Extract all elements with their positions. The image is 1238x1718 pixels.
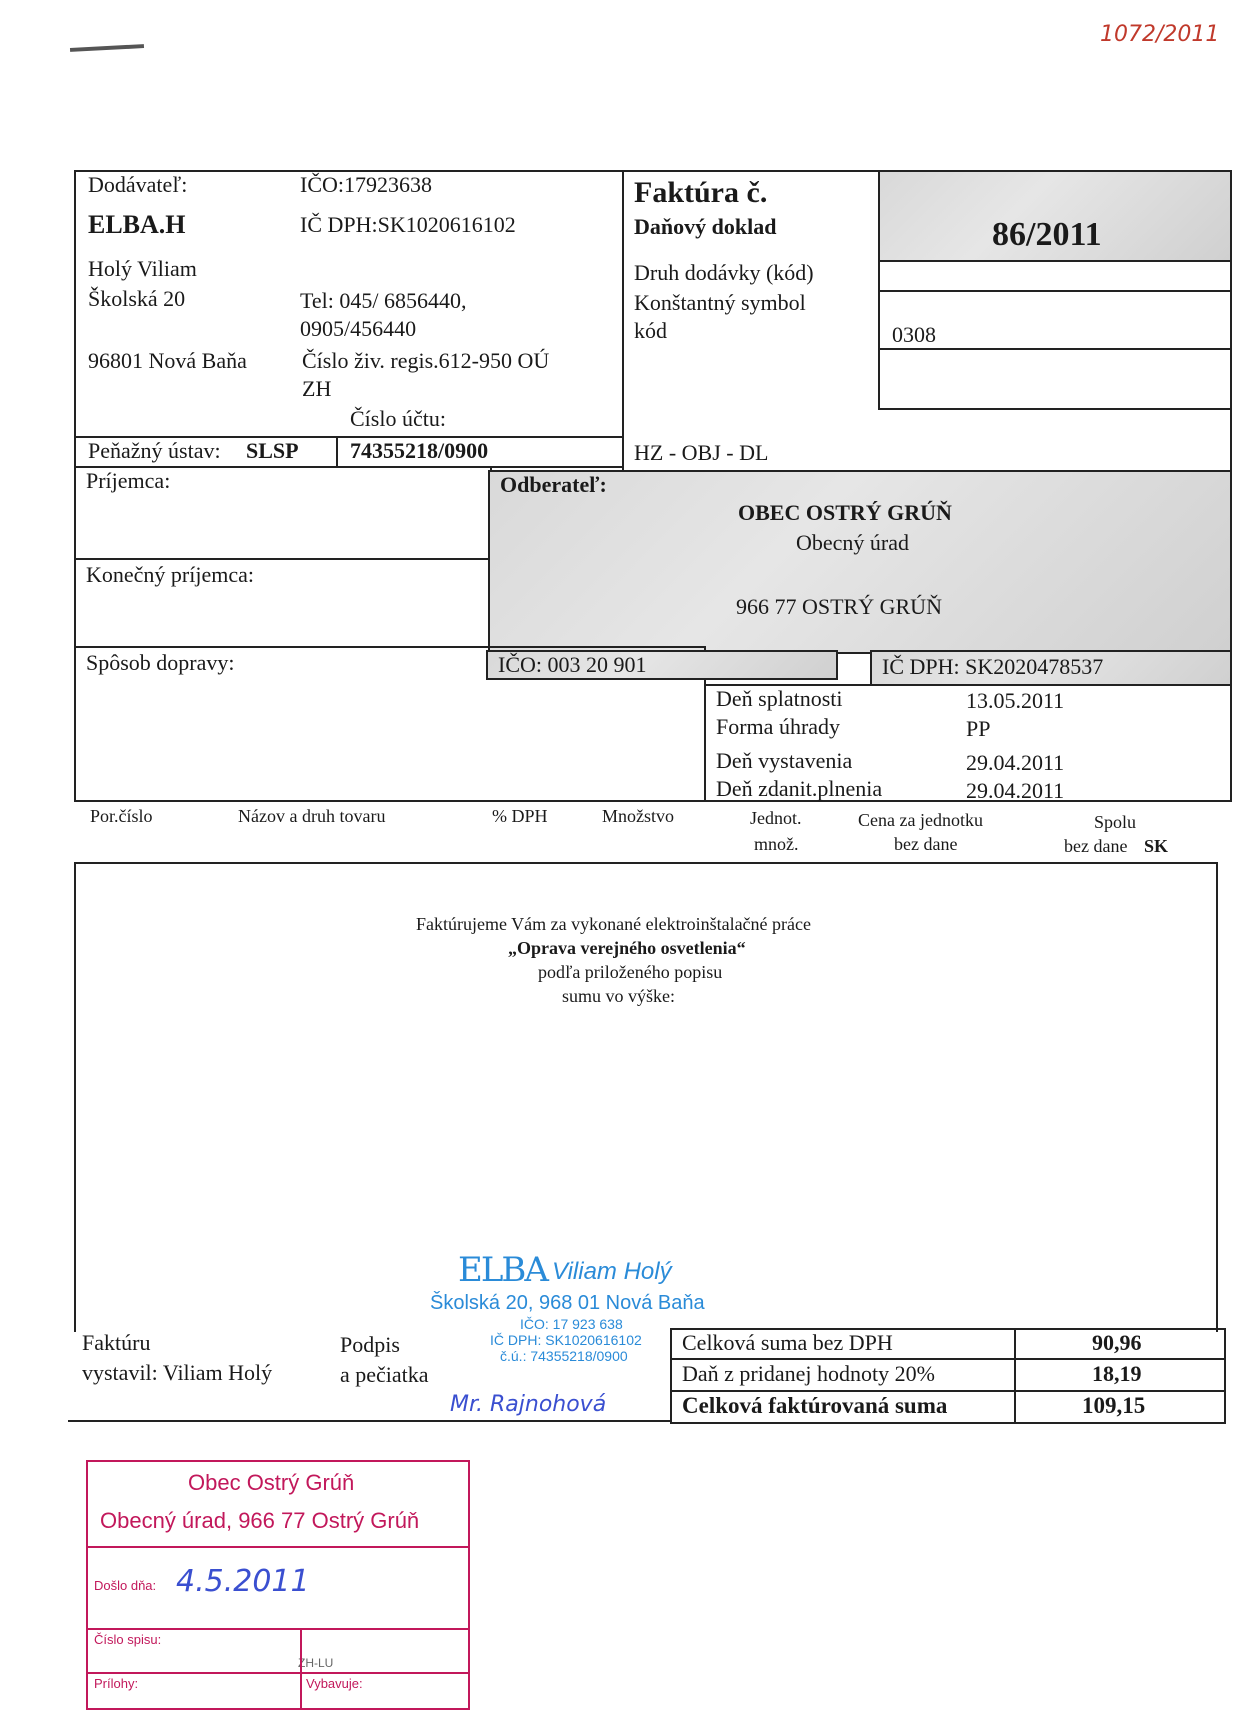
registration-mark: 1072/2011 — [1100, 22, 1220, 47]
bank-divider — [336, 436, 338, 468]
totals-row-line-2 — [670, 1390, 1226, 1392]
total-value-1: 18,19 — [1092, 1361, 1142, 1386]
customer-office: Obecný úrad — [796, 530, 910, 555]
handles-label: Vybavuje: — [306, 1676, 363, 1691]
body-line-3: podľa priloženého popisu — [538, 962, 723, 982]
receipt-divider-3 — [88, 1672, 468, 1674]
totals-divider — [1014, 1328, 1016, 1424]
footer-line — [68, 1420, 672, 1422]
invoice-title: Faktúra č. — [634, 176, 768, 209]
customer-name: OBEC OSTRÝ GRÚŇ — [738, 500, 952, 525]
body-line-4: sumu vo výške: — [562, 986, 676, 1006]
const-symbol-label: Konštantný symbol — [634, 290, 806, 315]
date-label-2: Deň vystavenia — [716, 748, 853, 773]
receipt-line-1: Obec Ostrý Grúň — [188, 1470, 355, 1495]
supplier-owner: Holý Viliam — [88, 256, 197, 281]
totals-row-line-1 — [670, 1358, 1226, 1360]
supplier-street: Školská 20 — [88, 286, 186, 311]
col-spolu: Spolu — [1094, 812, 1137, 832]
bank-name: SLSP — [246, 438, 299, 463]
code-value: 0308 — [892, 322, 936, 347]
customer-address: 966 77 OSTRÝ GRÚŇ — [736, 594, 942, 619]
code-box — [878, 348, 1232, 410]
receipt-line-2: Obecný úrad, 966 77 Ostrý Grúň — [100, 1508, 420, 1533]
col-mnoz: množ. — [754, 834, 799, 854]
received-label: Došlo dňa: — [94, 1578, 157, 1593]
stamp-icdph: IČ DPH: SK1020616102 — [490, 1332, 642, 1348]
supplier-ico: IČO:17923638 — [300, 172, 432, 197]
supplier-tel2: 0905/456440 — [300, 316, 417, 341]
account-number: 74355218/0900 — [350, 438, 489, 463]
total-value-0: 90,96 — [1092, 1330, 1142, 1355]
total-label-1: Daň z pridanej hodnoty 20% — [682, 1361, 935, 1386]
supplier-reg1: Číslo živ. regis.612-950 OÚ — [302, 348, 550, 373]
receipt-vdivider — [300, 1628, 302, 1708]
delivery-type-label: Druh dodávky (kód) — [634, 260, 814, 285]
stamp-name: Viliam Holý — [552, 1258, 672, 1285]
file-label: Číslo spisu: — [94, 1632, 162, 1647]
body-line-1: Faktúrujeme Vám za vykonané elektroinštalačné práce — [416, 914, 811, 934]
total-label-2: Celková faktúrovaná suma — [682, 1393, 948, 1418]
customer-icdph: IČ DPH: SK2020478537 — [882, 654, 1104, 679]
total-label-0: Celková suma bez DPH — [682, 1330, 893, 1355]
account-label: Číslo účtu: — [350, 406, 446, 431]
customer-label: Odberateľ: — [500, 472, 607, 497]
date-value-1: PP — [966, 716, 991, 741]
date-value-0: 13.05.2011 — [966, 688, 1065, 713]
invoice-number: 86/2011 — [992, 216, 1102, 253]
supplier-icdph: IČ DPH:SK1020616102 — [300, 212, 516, 237]
receipt-divider-2 — [88, 1628, 468, 1630]
stamp-cu: č.ú.: 74355218/0900 — [500, 1348, 628, 1364]
punch-mark — [70, 44, 144, 52]
sign-label-1: Podpis — [340, 1332, 400, 1357]
sign-label-2: a pečiatka — [340, 1362, 429, 1387]
invoice-ref: HZ - OBJ - DL — [634, 440, 769, 465]
receipt-stamp — [86, 1460, 470, 1710]
date-value-3: 29.04.2011 — [966, 778, 1065, 803]
code-label: kód — [634, 318, 667, 343]
col-spolu-bez-dane: bez dane — [1064, 836, 1128, 856]
delivery-code-box — [878, 260, 1232, 292]
col-jednot: Jednot. — [750, 808, 802, 828]
supplier-tel1: Tel: 045/ 6856440, — [300, 288, 467, 313]
final-recipient-label: Konečný príjemca: — [86, 562, 254, 587]
supplier-reg2: ZH — [302, 376, 332, 401]
date-label-1: Forma úhrady — [716, 714, 841, 739]
supplier-name: ELBA.H — [88, 210, 186, 239]
col-cena: Cena za jednotku — [858, 810, 983, 830]
customer-ico: IČO: 003 20 901 — [498, 652, 647, 677]
date-label-0: Deň splatnosti — [716, 686, 843, 711]
col-por-cislo: Por.číslo — [90, 806, 153, 826]
bank-label: Peňažný ústav: — [88, 438, 221, 463]
body-line-2: „Oprava verejného osvetlenia“ — [508, 938, 746, 958]
signature: Mr. Rajnohová — [450, 1392, 607, 1417]
transport-label: Spôsob dopravy: — [86, 650, 235, 675]
date-value-2: 29.04.2011 — [966, 750, 1065, 775]
recipient-label: Príjemca: — [86, 468, 171, 493]
issued-label-1: Faktúru — [82, 1330, 151, 1355]
col-bez-dane: bez dane — [894, 834, 958, 854]
invoice-subtitle: Daňový doklad — [634, 214, 777, 239]
attach-label: Prílohy: — [94, 1676, 139, 1691]
receipt-note: ZH-LU — [298, 1656, 334, 1670]
supplier-label: Dodávateľ: — [88, 172, 188, 197]
received-value: 4.5.2011 — [176, 1564, 310, 1599]
col-nazov: Názov a druh tovaru — [238, 806, 386, 826]
issued-label-2: vystavil: Viliam Holý — [82, 1360, 273, 1385]
receipt-divider-1 — [88, 1546, 468, 1548]
col-mnozstvo: Množstvo — [602, 806, 674, 826]
col-sk: SK — [1144, 836, 1169, 856]
col-dph: % DPH — [492, 806, 548, 826]
elba-logo: ELBA — [458, 1250, 547, 1290]
total-value-2: 109,15 — [1082, 1393, 1146, 1418]
stamp-ico: IČO: 17 923 638 — [520, 1316, 623, 1332]
supplier-city: 96801 Nová Baňa — [88, 348, 247, 373]
date-label-3: Deň zdanit.plnenia — [716, 776, 883, 801]
stamp-address: Školská 20, 968 01 Nová Baňa — [430, 1292, 705, 1314]
